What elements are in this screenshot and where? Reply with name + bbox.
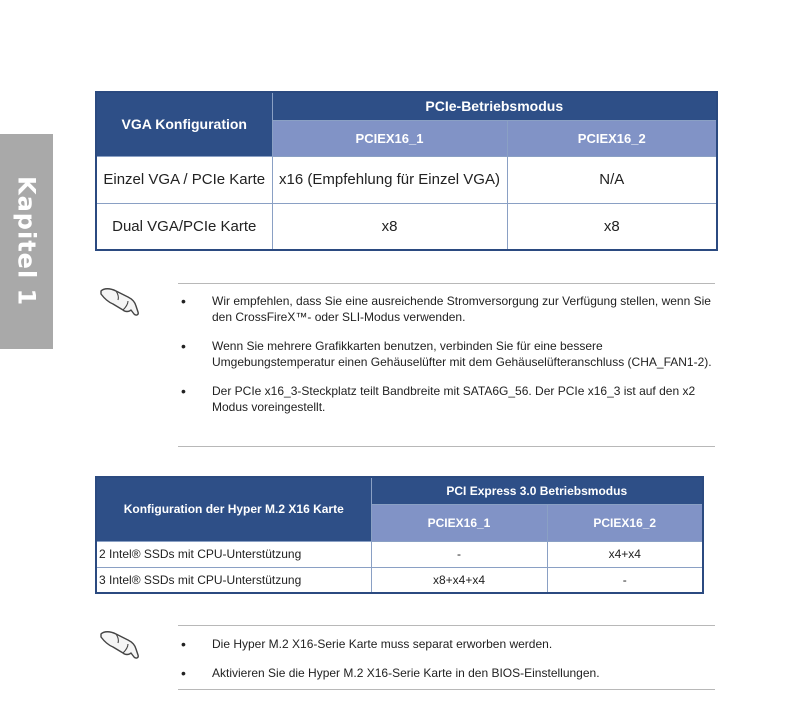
notes2-top-rule [178,625,715,626]
table2-col-header: PCIEX16_2 [547,504,703,541]
table-cell: x16 (Empfehlung für Einzel VGA) [272,156,507,203]
table2-group-header: PCI Express 3.0 Betriebsmodus [371,477,703,504]
list-item: • Die Hyper M.2 X16-Serie Karte muss separat erworben werden. [178,636,716,652]
table-cell: - [547,567,703,593]
table2-col-header: PCIEX16_1 [371,504,547,541]
notes2-list [178,636,716,694]
table2-corner-header: Konfiguration der Hyper M.2 X16 Karte [96,477,371,541]
list-item: • Aktivieren Sie die Hyper M.2 X16-Serie Karte in den BIOS-Einstellungen. [178,665,716,681]
notes1-list [178,293,716,428]
chapter-side-tab [0,134,53,349]
pointing-hand-icon [98,283,142,319]
table-cell: x8 [507,203,717,250]
table-row [96,541,703,567]
table-cell: - [371,541,547,567]
notes2-bottom-rule [178,689,715,690]
hyper-m2-config-table [95,476,704,594]
row-label: Einzel VGA / PCIe Karte [96,156,272,203]
table1-col-header: PCIEX16_1 [272,120,507,156]
list-item: • Der PCIe x16_3-Steckplatz teilt Bandbreite mit SATA6G_56. Der PCIe x16_3 ist auf den x2 Modus voreingestellt. [178,383,716,415]
table-row [96,567,703,593]
row-label: 2 Intel® SSDs mit CPU-Unterstützung [96,541,371,567]
table1-group-header: PCIe-Betriebsmodus [272,92,717,120]
chapter-label: Kapitel 1 [12,176,41,307]
table-cell: N/A [507,156,717,203]
row-label: Dual VGA/PCIe Karte [96,203,272,250]
notes1-bottom-rule [178,446,715,447]
notes1-top-rule [178,283,715,284]
list-item: • Wenn Sie mehrere Grafikkarten benutzen, verbinden Sie für eine bessere Umgebungstemperatur einen Gehäuselüfter mit dem Gehäuselüfteranschluss (CHA_FAN1-2). [178,338,716,370]
table1-col-header: PCIEX16_2 [507,120,717,156]
table1-corner-header: VGA Konfiguration [96,92,272,156]
vga-config-table [95,91,718,251]
table-cell: x8+x4+x4 [371,567,547,593]
table-row [96,203,717,250]
row-label: 3 Intel® SSDs mit CPU-Unterstützung [96,567,371,593]
table-cell: x4+x4 [547,541,703,567]
list-item: • Wir empfehlen, dass Sie eine ausreichende Stromversorgung zur Verfügung stellen, wenn Sie den CrossFireX™- oder SLI-Modus verwenden. [178,293,716,325]
pointing-hand-icon [98,626,142,662]
table-cell: x8 [272,203,507,250]
table-row [96,156,717,203]
